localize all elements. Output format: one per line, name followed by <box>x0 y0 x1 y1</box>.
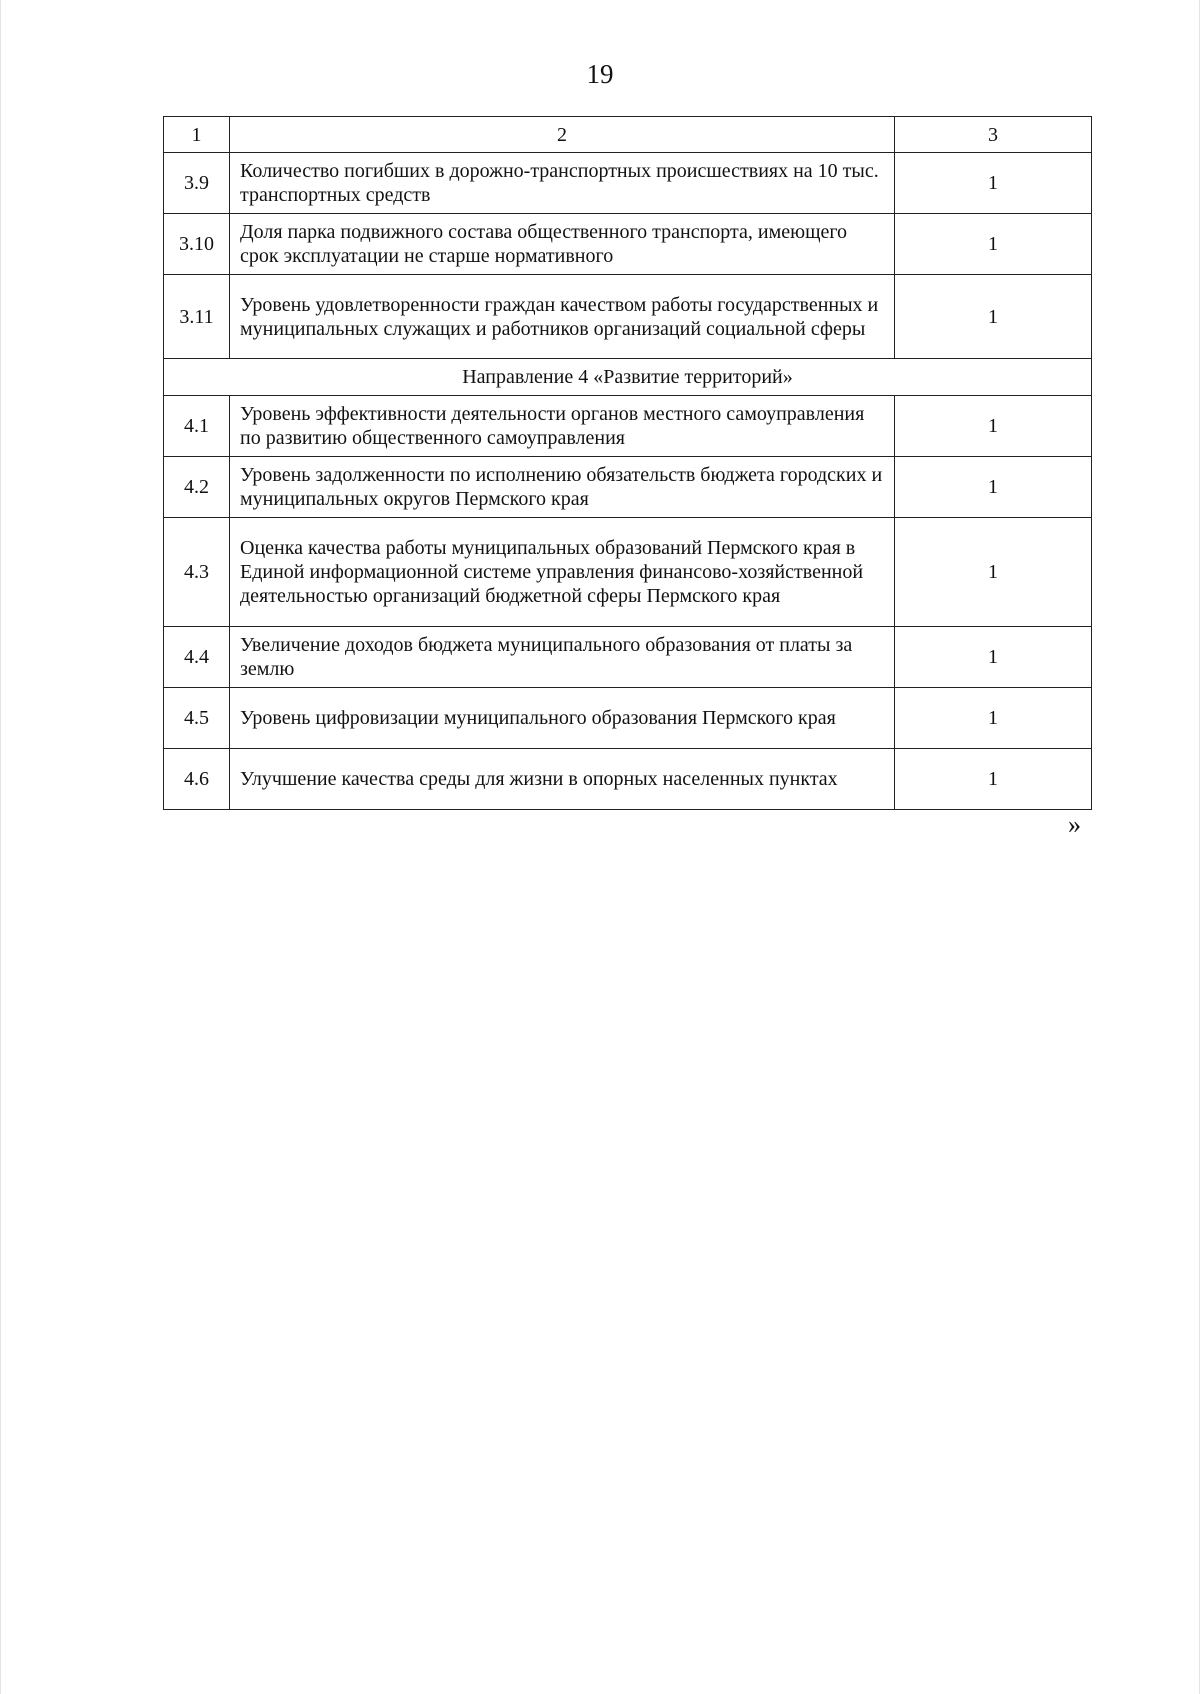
row-value: 1 <box>895 275 1092 359</box>
table-row <box>164 214 1092 275</box>
row-number: 4.1 <box>164 396 230 457</box>
table-row <box>164 627 1092 688</box>
row-value: 1 <box>895 396 1092 457</box>
row-value: 1 <box>895 518 1092 627</box>
section-row <box>164 359 1092 396</box>
indicators-table <box>163 116 1092 810</box>
table-row <box>164 457 1092 518</box>
row-number: 4.4 <box>164 627 230 688</box>
row-value: 1 <box>895 153 1092 214</box>
row-indicator: Количество погибших в дорожно-транспортных происшествиях на 10 тыс. транспортных средств <box>230 153 895 214</box>
row-number: 4.3 <box>164 518 230 627</box>
section-title: Направление 4 «Развитие территорий» <box>164 359 1092 396</box>
row-value: 1 <box>895 214 1092 275</box>
row-indicator: Уровень эффективности деятельности органов местного самоуправления по развитию общественного самоуправления <box>230 396 895 457</box>
table-row <box>164 275 1092 359</box>
row-indicator: Оценка качества работы муниципальных образований Пермского края в Единой информационной системе управления финансово-хозяйственной деятельностью организаций бюджетной сферы Пермского края <box>230 518 895 627</box>
header-col-2: 2 <box>230 117 895 153</box>
row-value: 1 <box>895 627 1092 688</box>
row-value: 1 <box>895 457 1092 518</box>
table-row <box>164 396 1092 457</box>
row-indicator: Доля парка подвижного состава общественного транспорта, имеющего срок эксплуатации не старше нормативного <box>230 214 895 275</box>
row-number: 3.9 <box>164 153 230 214</box>
row-value: 1 <box>895 749 1092 810</box>
table-row <box>164 688 1092 749</box>
row-indicator: Уровень задолженности по исполнению обязательств бюджета городских и муниципальных округов Пермского края <box>230 457 895 518</box>
table-row <box>164 518 1092 627</box>
header-col-3: 3 <box>895 117 1092 153</box>
header-col-1: 1 <box>164 117 230 153</box>
row-number: 4.2 <box>164 457 230 518</box>
row-number: 4.5 <box>164 688 230 749</box>
row-number: 3.11 <box>164 275 230 359</box>
page-number: 19 <box>586 59 614 89</box>
table-row <box>164 153 1092 214</box>
closing-quote: » <box>1068 810 1081 839</box>
row-indicator: Увеличение доходов бюджета муниципального образования от платы за землю <box>230 627 895 688</box>
row-indicator: Уровень удовлетворенности граждан качеством работы государственных и муниципальных служащих и работников организаций социальной сферы <box>230 275 895 359</box>
row-number: 4.6 <box>164 749 230 810</box>
row-indicator: Уровень цифровизации муниципального образования Пермского края <box>230 688 895 749</box>
row-indicator: Улучшение качества среды для жизни в опорных населенных пунктах <box>230 749 895 810</box>
row-number: 3.10 <box>164 214 230 275</box>
table-header-row <box>164 117 1092 153</box>
row-value: 1 <box>895 688 1092 749</box>
table-row <box>164 749 1092 810</box>
